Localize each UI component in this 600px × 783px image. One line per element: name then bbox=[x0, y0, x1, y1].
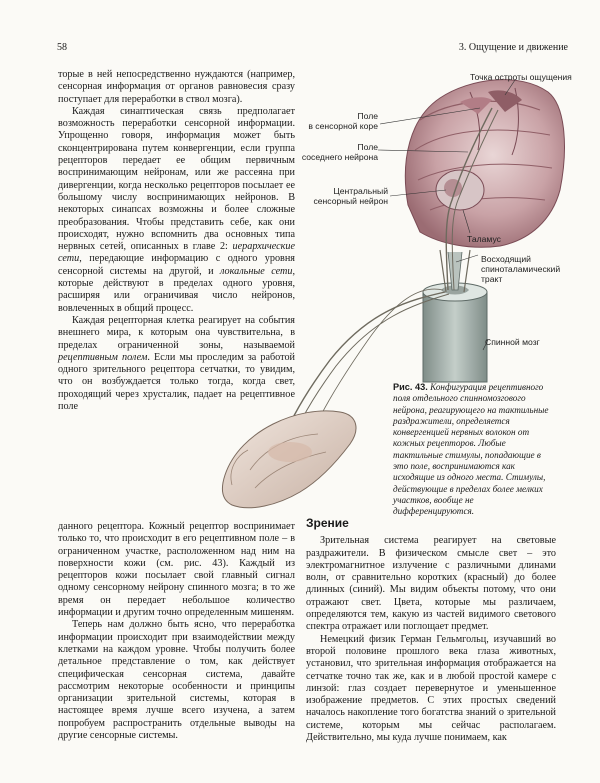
label-spinothalamic-tract: Восходящий спиноталамический тракт bbox=[481, 254, 561, 284]
text-column-bottom-right bbox=[306, 517, 556, 744]
label-thalamus: Таламус bbox=[467, 234, 501, 244]
page-number: 58 bbox=[57, 42, 67, 53]
label-sensory-field: Поле в сенсорной коре bbox=[308, 111, 378, 131]
label-focus-point: Точка остроты ощущения bbox=[470, 72, 572, 82]
paragraph: торые в ней непосредственно нуждаются (например, сенсорная информация от органов равновесия сразу поступает для переработки в ствол мозга). bbox=[58, 69, 295, 105]
label-spinal-cord: Спинной мозг bbox=[485, 337, 540, 347]
section-title: Зрение bbox=[306, 516, 349, 530]
paragraph: Теперь нам должно быть ясно, что переработка информации происходит при взаимодействии между клетками на каждом уровне. Чтобы получить более детальное представление о том, как действует специфическая сенсорная система, давайте рассмотрим некоторые особенности и принципы организации зрительной системы, которая в настоящее время лучше всего изучена, а затем попробуем распространить отдельные выводы на другие сенсорные системы. bbox=[58, 619, 295, 742]
paragraph: Зрительная система реагирует на световые раздражители. В физическом смысле свет – это электромагнитное излучение с различными длинами волн, от сравнительно коротких (красный) до более длинных (синий). Мы видим объекты потому, что они отражают свет. Цвета, которые мы различаем, определяются тем, какую из частей видимого светового спектра отражает или поглощает предмет. bbox=[306, 535, 556, 633]
text-run: . Если мы проследим за работой одного зрительного рецептора сетчатки, то увидим, что он возбуждается только тогда, когда свет, проходящий через хрусталик, падает на рецептивное поле bbox=[58, 351, 295, 413]
figure-caption bbox=[393, 382, 556, 518]
text-column-bottom-left bbox=[58, 521, 295, 742]
hand-drawing bbox=[222, 411, 356, 508]
emphasis: локальные сети bbox=[219, 265, 293, 277]
spinal-cord-drawing bbox=[423, 250, 487, 382]
text-run: Каждая синаптическая связь предполагает возможность переработки сенсорной информации. Упрощенно говоря, информация может быть сконцентрирована путем конвергенции, если группа рецепторов передает ее общим первичным воспринимающим нейронам, или же рассеяна при дивергенции, когда несколько рецепторов посылает ее большому числу воспринимающих нейронов. В некоторых синапсах возможны и более сложные преобразования. Чтобы представить себе, как они происходят, нужно вспомнить два основных типа нервных сетей, описанных в главе 2: bbox=[58, 105, 295, 253]
label-central-neuron: Центральный сенсорный нейрон bbox=[313, 186, 388, 206]
running-head: 3. Ощущение и движение bbox=[458, 42, 568, 53]
emphasis: рецептивным полем bbox=[58, 351, 148, 363]
figure-caption-label: Рис. 43. bbox=[393, 382, 428, 392]
paragraph: данного рецептора. Кожный рецептор воспринимает только то, что происходит в его рецептивном поле – в ограниченном участке, расположенном над ним на поверхности кожи (см. рис. 43). Каждый из рецепторов кожи посылает свой главный сигнал одному сенсорному нейрону спинного мозга; в то же время он передает небольшое количество информации и другим точно определенным мишеням. bbox=[58, 521, 295, 619]
emphasis: иерархические сети bbox=[58, 241, 295, 265]
text-run: Каждая рецепторная клетка реагирует на события внешнего мира, к которым она чувствительна, в пределах ограниченной зоны, называемой bbox=[58, 314, 295, 351]
paragraph: Немецкий физик Герман Гельмгольц, изучавший во второй половине прошлого века глаза животных, установил, что зрительная информация отображается на сетчатке точно так же, как и в любой простой камере с линзой: глаз создает перевернутое и уменьшенное изображение предметов. С этих простых сведений началось накопление того богатства знаний о зрительной системе, которым мы сейчас располагаем. Действительно, мы куда лучше понимаем, как bbox=[306, 633, 556, 744]
text-run: , передающие информацию с одного уровня сенсорной системы на другой, и bbox=[58, 253, 295, 277]
figure-caption-text: Конфигурация рецептивного поля отдельного спинномозгового нейрона, реагирующего на тактильные раздражители, определяется конвергенцией нервных волокон от кожных рецепторов. Любые тактильные стимулы, попадающие в это поле, воспринимаются как исходящие из одного места. Стимулы, действующие в пределах более мелких участков, вообще не дифференцируются. bbox=[393, 382, 549, 517]
brain-drawing bbox=[405, 80, 564, 248]
text-run: , которые действуют в пределах одного уровня, расширяя или ограничивая число нейронов, вовлеченных в общий процесс. bbox=[58, 265, 295, 314]
label-neighbor-field: Поле соседнего нейрона bbox=[301, 142, 378, 162]
